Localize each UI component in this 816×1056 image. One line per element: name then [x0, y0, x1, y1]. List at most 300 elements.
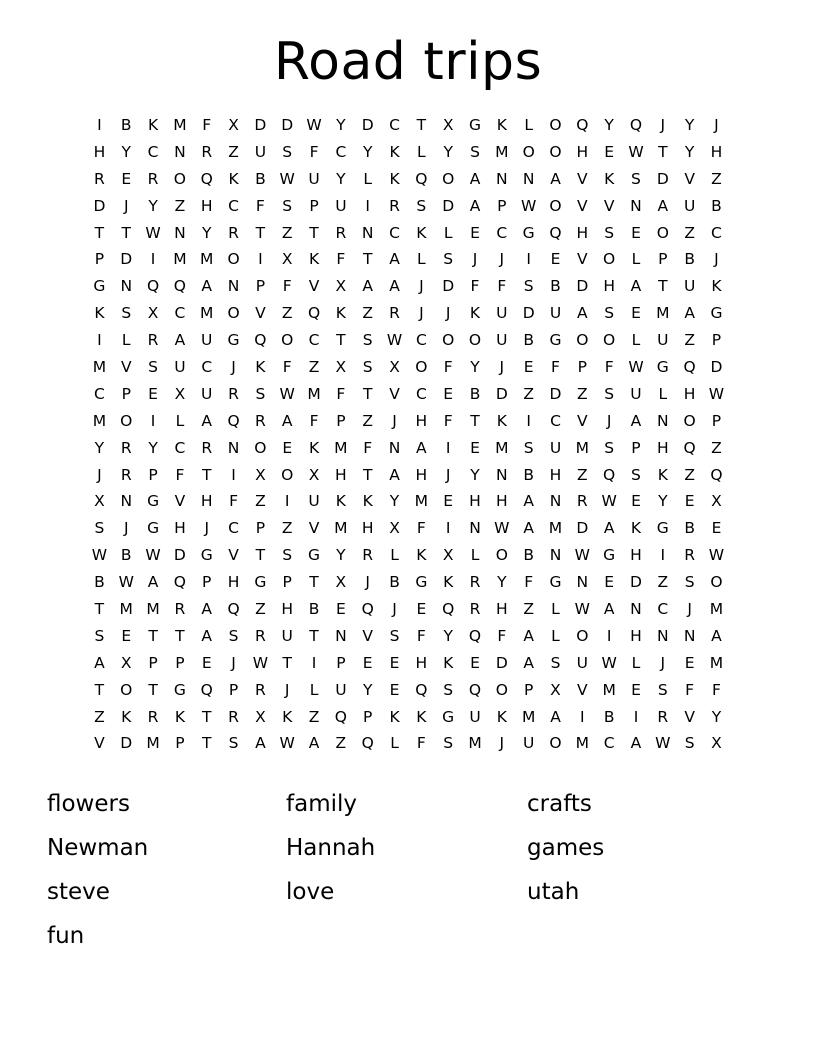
grid-cell[interactable]: Q: [549, 223, 562, 242]
grid-cell[interactable]: Y: [121, 142, 131, 161]
grid-cell[interactable]: B: [94, 573, 105, 592]
grid-cell[interactable]: A: [711, 626, 722, 645]
grid-cell[interactable]: F: [229, 492, 239, 511]
grid-cell[interactable]: Z: [684, 465, 695, 484]
grid-cell[interactable]: I: [445, 438, 451, 457]
grid-cell[interactable]: G: [173, 680, 186, 699]
grid-cell[interactable]: Z: [281, 304, 293, 323]
grid-cell[interactable]: L: [631, 331, 641, 350]
grid-cell[interactable]: B: [684, 519, 695, 538]
grid-cell[interactable]: M: [92, 411, 107, 430]
grid-cell[interactable]: Q: [468, 680, 482, 699]
grid-cell[interactable]: M: [495, 142, 509, 161]
grid-cell[interactable]: D: [173, 546, 186, 565]
grid-cell[interactable]: Q: [227, 411, 240, 430]
grid-cell[interactable]: H: [549, 465, 562, 484]
grid-cell[interactable]: X: [442, 546, 454, 565]
grid-cell[interactable]: A: [603, 600, 615, 619]
grid-cell[interactable]: R: [147, 169, 159, 188]
grid-cell[interactable]: Q: [146, 277, 160, 296]
grid-cell[interactable]: R: [120, 465, 132, 484]
grid-cell[interactable]: E: [684, 653, 695, 672]
grid-cell[interactable]: A: [201, 277, 213, 296]
grid-cell[interactable]: T: [175, 626, 185, 645]
grid-cell[interactable]: H: [415, 653, 428, 672]
grid-cell[interactable]: P: [336, 653, 346, 672]
grid-cell[interactable]: V: [94, 734, 105, 753]
grid-cell[interactable]: T: [201, 465, 212, 484]
grid-cell[interactable]: Y: [497, 573, 507, 592]
grid-cell[interactable]: O: [656, 223, 669, 242]
grid-cell[interactable]: S: [94, 626, 105, 645]
grid-cell[interactable]: Z: [684, 223, 695, 242]
grid-cell[interactable]: H: [603, 277, 615, 296]
grid-cell[interactable]: N: [630, 600, 642, 619]
grid-cell[interactable]: S: [604, 384, 615, 403]
grid-cell[interactable]: E: [470, 653, 480, 672]
grid-cell[interactable]: W: [708, 546, 725, 565]
grid-cell[interactable]: N: [120, 277, 133, 296]
grid-cell[interactable]: K: [389, 142, 400, 161]
grid-cell[interactable]: V: [308, 519, 320, 538]
grid-cell[interactable]: J: [499, 734, 505, 753]
grid-cell[interactable]: O: [603, 250, 616, 269]
grid-cell[interactable]: E: [335, 600, 346, 619]
grid-cell[interactable]: J: [204, 519, 210, 538]
grid-cell[interactable]: X: [711, 734, 722, 753]
grid-cell[interactable]: D: [442, 196, 455, 215]
grid-cell[interactable]: R: [389, 304, 400, 323]
grid-cell[interactable]: K: [335, 492, 346, 511]
grid-cell[interactable]: C: [174, 438, 186, 457]
grid-cell[interactable]: S: [684, 573, 695, 592]
grid-cell[interactable]: K: [389, 169, 400, 188]
grid-cell[interactable]: P: [255, 277, 266, 296]
grid-cell[interactable]: U: [630, 384, 642, 403]
grid-cell[interactable]: Q: [683, 438, 696, 457]
grid-cell[interactable]: F: [497, 277, 507, 296]
grid-cell[interactable]: M: [468, 734, 482, 753]
grid-cell[interactable]: T: [255, 546, 266, 565]
grid-cell[interactable]: X: [120, 653, 132, 672]
grid-cell[interactable]: M: [414, 492, 429, 511]
grid-cell[interactable]: Z: [711, 169, 722, 188]
grid-cell[interactable]: A: [550, 169, 561, 188]
grid-cell[interactable]: T: [148, 626, 158, 645]
grid-cell[interactable]: H: [361, 519, 374, 538]
grid-cell[interactable]: B: [120, 116, 132, 134]
grid-cell[interactable]: L: [551, 626, 560, 645]
grid-cell[interactable]: F: [282, 358, 292, 377]
word-list-item[interactable]: family: [286, 791, 357, 817]
grid-cell[interactable]: Y: [470, 358, 480, 377]
grid-cell[interactable]: K: [228, 169, 239, 188]
grid-cell[interactable]: L: [470, 546, 480, 565]
grid-cell[interactable]: G: [710, 304, 723, 323]
grid-cell[interactable]: Q: [307, 304, 321, 323]
grid-cell[interactable]: J: [445, 465, 451, 484]
grid-cell[interactable]: K: [496, 707, 507, 726]
grid-cell[interactable]: O: [710, 573, 723, 592]
grid-cell[interactable]: B: [684, 250, 695, 269]
grid-cell[interactable]: V: [389, 384, 400, 403]
grid-cell[interactable]: T: [309, 626, 319, 645]
grid-cell[interactable]: S: [523, 277, 534, 296]
grid-cell[interactable]: S: [604, 223, 615, 242]
grid-cell[interactable]: A: [362, 277, 373, 296]
grid-cell[interactable]: D: [656, 169, 669, 188]
grid-cell[interactable]: Z: [577, 384, 588, 403]
grid-cell[interactable]: T: [362, 384, 373, 403]
grid-cell[interactable]: O: [173, 169, 186, 188]
grid-cell[interactable]: D: [522, 304, 535, 323]
grid-cell[interactable]: K: [362, 492, 373, 511]
grid-cell[interactable]: A: [201, 411, 213, 430]
grid-cell[interactable]: R: [335, 223, 347, 242]
grid-cell[interactable]: A: [389, 250, 400, 269]
grid-cell[interactable]: Z: [308, 707, 320, 726]
grid-cell[interactable]: M: [146, 600, 160, 619]
grid-cell[interactable]: E: [362, 653, 373, 672]
grid-cell[interactable]: D: [576, 519, 589, 538]
grid-cell[interactable]: P: [363, 707, 373, 726]
grid-cell[interactable]: H: [576, 142, 589, 161]
grid-cell[interactable]: J: [392, 600, 397, 619]
grid-cell[interactable]: Y: [443, 626, 453, 645]
grid-cell[interactable]: Q: [629, 116, 643, 134]
grid-cell[interactable]: R: [147, 331, 159, 350]
grid-cell[interactable]: A: [577, 304, 588, 323]
grid-cell[interactable]: G: [656, 519, 669, 538]
word-list-item[interactable]: Hannah: [286, 835, 376, 861]
grid-cell[interactable]: H: [174, 519, 186, 538]
grid-cell[interactable]: Z: [228, 142, 239, 161]
grid-cell[interactable]: S: [550, 653, 561, 672]
grid-cell[interactable]: H: [415, 465, 428, 484]
grid-cell[interactable]: M: [602, 680, 616, 699]
grid-cell[interactable]: Q: [603, 465, 616, 484]
grid-cell[interactable]: N: [227, 438, 240, 457]
grid-cell[interactable]: T: [94, 600, 105, 619]
grid-cell[interactable]: E: [684, 492, 695, 511]
grid-cell[interactable]: Y: [470, 465, 480, 484]
grid-cell[interactable]: P: [631, 438, 641, 457]
grid-cell[interactable]: H: [576, 223, 589, 242]
grid-cell[interactable]: C: [711, 223, 722, 242]
grid-cell[interactable]: U: [469, 707, 481, 726]
grid-cell[interactable]: E: [631, 492, 641, 511]
word-list-item[interactable]: crafts: [527, 791, 592, 817]
grid-cell[interactable]: A: [684, 304, 695, 323]
grid-cell[interactable]: G: [200, 546, 213, 565]
grid-cell[interactable]: U: [308, 169, 320, 188]
grid-cell[interactable]: E: [443, 384, 454, 403]
grid-cell[interactable]: B: [389, 573, 400, 592]
grid-cell[interactable]: N: [549, 492, 562, 511]
grid-cell[interactable]: A: [630, 411, 642, 430]
grid-cell[interactable]: Q: [200, 680, 213, 699]
grid-cell[interactable]: W: [279, 169, 295, 188]
grid-cell[interactable]: C: [550, 411, 561, 430]
word-list-item[interactable]: fun: [47, 923, 85, 949]
word-list-item[interactable]: games: [527, 835, 605, 861]
grid-cell[interactable]: O: [549, 196, 562, 215]
grid-cell[interactable]: X: [711, 492, 722, 511]
grid-cell[interactable]: M: [119, 600, 133, 619]
grid-cell[interactable]: I: [311, 653, 317, 672]
grid-cell[interactable]: P: [94, 250, 105, 269]
grid-cell[interactable]: T: [121, 223, 131, 242]
grid-cell[interactable]: Q: [415, 169, 428, 188]
grid-cell[interactable]: E: [523, 358, 534, 377]
grid-cell[interactable]: U: [549, 438, 562, 457]
grid-cell[interactable]: Z: [281, 223, 293, 242]
grid-cell[interactable]: K: [389, 707, 400, 726]
grid-cell[interactable]: H: [93, 142, 106, 161]
grid-cell[interactable]: P: [175, 734, 185, 753]
grid-cell[interactable]: T: [658, 142, 668, 161]
grid-cell[interactable]: S: [416, 196, 427, 215]
grid-cell[interactable]: Q: [254, 331, 267, 350]
grid-cell[interactable]: H: [469, 492, 481, 511]
grid-cell[interactable]: O: [442, 169, 455, 188]
grid-cell[interactable]: H: [227, 573, 240, 592]
grid-cell[interactable]: K: [604, 169, 615, 188]
grid-cell[interactable]: P: [336, 411, 346, 430]
grid-cell[interactable]: O: [281, 331, 294, 350]
grid-cell[interactable]: R: [228, 223, 239, 242]
grid-cell[interactable]: X: [335, 277, 347, 296]
grid-cell[interactable]: N: [174, 223, 186, 242]
grid-cell[interactable]: E: [148, 384, 158, 403]
grid-cell[interactable]: K: [121, 707, 132, 726]
grid-cell[interactable]: S: [228, 734, 239, 753]
grid-cell[interactable]: M: [709, 653, 724, 672]
grid-cell[interactable]: Y: [336, 116, 346, 134]
grid-cell[interactable]: C: [147, 142, 159, 161]
grid-cell[interactable]: E: [604, 573, 615, 592]
grid-cell[interactable]: G: [603, 546, 616, 565]
grid-cell[interactable]: U: [174, 358, 186, 377]
grid-cell[interactable]: A: [657, 196, 669, 215]
grid-cell[interactable]: K: [147, 116, 159, 134]
grid-cell[interactable]: D: [120, 250, 133, 269]
grid-cell[interactable]: C: [308, 331, 320, 350]
grid-cell[interactable]: X: [94, 492, 105, 511]
grid-cell[interactable]: Y: [684, 142, 695, 161]
grid-cell[interactable]: N: [683, 626, 696, 645]
grid-cell[interactable]: O: [415, 358, 428, 377]
grid-cell[interactable]: J: [499, 358, 505, 377]
grid-cell[interactable]: T: [94, 223, 105, 242]
grid-cell[interactable]: N: [522, 169, 535, 188]
grid-cell[interactable]: W: [521, 196, 537, 215]
grid-cell[interactable]: M: [575, 734, 589, 753]
grid-cell[interactable]: M: [200, 304, 214, 323]
grid-cell[interactable]: S: [684, 734, 695, 753]
grid-cell[interactable]: Q: [173, 277, 186, 296]
grid-cell[interactable]: M: [200, 250, 214, 269]
grid-cell[interactable]: S: [604, 304, 615, 323]
grid-cell[interactable]: D: [361, 116, 374, 134]
grid-cell[interactable]: Z: [255, 492, 266, 511]
grid-cell[interactable]: G: [549, 331, 562, 350]
grid-cell[interactable]: Z: [94, 707, 105, 726]
grid-cell[interactable]: N: [227, 277, 240, 296]
word-list-item[interactable]: love: [286, 879, 335, 905]
grid-cell[interactable]: H: [200, 196, 213, 215]
grid-cell[interactable]: Y: [336, 169, 346, 188]
grid-cell[interactable]: E: [550, 250, 561, 269]
grid-cell[interactable]: M: [575, 438, 589, 457]
grid-cell[interactable]: W: [628, 142, 644, 161]
grid-cell[interactable]: H: [630, 546, 642, 565]
grid-cell[interactable]: W: [601, 492, 617, 511]
grid-cell[interactable]: M: [548, 519, 563, 538]
grid-cell[interactable]: A: [94, 653, 105, 672]
grid-cell[interactable]: U: [576, 653, 588, 672]
grid-cell[interactable]: M: [173, 116, 187, 134]
grid-cell[interactable]: U: [496, 304, 508, 323]
grid-cell[interactable]: U: [254, 142, 267, 161]
grid-cell[interactable]: T: [201, 734, 212, 753]
grid-cell[interactable]: R: [254, 411, 266, 430]
grid-cell[interactable]: F: [175, 465, 185, 484]
grid-cell[interactable]: J: [419, 277, 424, 296]
grid-cell[interactable]: P: [523, 680, 534, 699]
grid-cell[interactable]: N: [549, 546, 562, 565]
grid-cell[interactable]: I: [580, 707, 585, 726]
grid-cell[interactable]: K: [416, 546, 427, 565]
grid-cell[interactable]: Z: [255, 600, 266, 619]
grid-cell[interactable]: X: [335, 358, 347, 377]
grid-cell[interactable]: B: [523, 546, 534, 565]
grid-cell[interactable]: B: [255, 169, 266, 188]
grid-cell[interactable]: Z: [362, 411, 373, 430]
grid-cell[interactable]: O: [683, 411, 696, 430]
grid-cell[interactable]: V: [174, 492, 186, 511]
grid-cell[interactable]: W: [145, 546, 161, 565]
grid-cell[interactable]: K: [255, 358, 266, 377]
grid-cell[interactable]: R: [684, 546, 696, 565]
grid-cell[interactable]: T: [470, 411, 480, 430]
grid-cell[interactable]: G: [415, 573, 428, 592]
grid-cell[interactable]: W: [708, 384, 725, 403]
grid-cell[interactable]: B: [711, 196, 722, 215]
grid-cell[interactable]: D: [254, 116, 267, 134]
grid-cell[interactable]: O: [576, 626, 589, 645]
grid-cell[interactable]: C: [228, 519, 239, 538]
grid-cell[interactable]: R: [174, 600, 186, 619]
grid-cell[interactable]: W: [574, 600, 590, 619]
grid-cell[interactable]: E: [389, 680, 400, 699]
grid-cell[interactable]: W: [252, 653, 269, 672]
grid-cell[interactable]: K: [496, 411, 507, 430]
grid-cell[interactable]: L: [363, 169, 373, 188]
grid-cell[interactable]: Q: [173, 573, 186, 592]
grid-cell[interactable]: L: [524, 116, 533, 134]
grid-cell[interactable]: O: [603, 331, 616, 350]
grid-cell[interactable]: N: [361, 223, 374, 242]
grid-cell[interactable]: N: [496, 169, 508, 188]
grid-cell[interactable]: D: [495, 653, 508, 672]
grid-cell[interactable]: S: [657, 680, 668, 699]
grid-cell[interactable]: E: [282, 438, 293, 457]
grid-cell[interactable]: U: [496, 331, 508, 350]
grid-cell[interactable]: T: [336, 331, 346, 350]
grid-cell[interactable]: I: [258, 250, 263, 269]
grid-cell[interactable]: F: [443, 358, 453, 377]
grid-cell[interactable]: D: [442, 277, 455, 296]
grid-cell[interactable]: M: [334, 519, 348, 538]
grid-cell[interactable]: Y: [362, 680, 373, 699]
grid-cell[interactable]: A: [174, 331, 186, 350]
grid-cell[interactable]: H: [496, 600, 508, 619]
grid-cell[interactable]: X: [228, 116, 239, 134]
grid-cell[interactable]: K: [308, 438, 320, 457]
grid-cell[interactable]: A: [523, 519, 534, 538]
grid-cell[interactable]: O: [549, 142, 562, 161]
grid-cell[interactable]: R: [576, 492, 588, 511]
grid-cell[interactable]: V: [308, 277, 320, 296]
grid-cell[interactable]: K: [443, 573, 454, 592]
grid-cell[interactable]: J: [660, 116, 666, 134]
grid-cell[interactable]: I: [526, 411, 531, 430]
grid-cell[interactable]: T: [309, 223, 319, 242]
grid-cell[interactable]: U: [683, 277, 696, 296]
grid-cell[interactable]: G: [522, 223, 535, 242]
grid-cell[interactable]: G: [227, 331, 240, 350]
grid-cell[interactable]: J: [365, 573, 370, 592]
grid-cell[interactable]: V: [120, 358, 132, 377]
grid-cell[interactable]: D: [710, 358, 723, 377]
grid-cell[interactable]: M: [173, 250, 187, 269]
grid-cell[interactable]: E: [631, 304, 641, 323]
grid-cell[interactable]: X: [389, 358, 400, 377]
grid-cell[interactable]: K: [416, 223, 427, 242]
grid-cell[interactable]: E: [416, 600, 427, 619]
grid-cell[interactable]: O: [120, 411, 133, 430]
word-list-item[interactable]: utah: [527, 879, 580, 905]
grid-cell[interactable]: S: [282, 142, 293, 161]
grid-cell[interactable]: K: [308, 250, 320, 269]
grid-cell[interactable]: V: [577, 411, 588, 430]
grid-cell[interactable]: C: [201, 358, 213, 377]
grid-cell[interactable]: V: [684, 707, 695, 726]
grid-cell[interactable]: W: [91, 546, 108, 565]
grid-cell[interactable]: K: [711, 277, 722, 296]
grid-cell[interactable]: M: [92, 358, 107, 377]
grid-cell[interactable]: U: [683, 196, 696, 215]
grid-cell[interactable]: E: [631, 680, 641, 699]
grid-cell[interactable]: N: [388, 438, 401, 457]
grid-cell[interactable]: R: [201, 142, 213, 161]
grid-cell[interactable]: H: [630, 626, 642, 645]
grid-cell[interactable]: H: [683, 384, 696, 403]
grid-cell[interactable]: S: [228, 626, 239, 645]
grid-cell[interactable]: W: [279, 384, 295, 403]
grid-cell[interactable]: A: [469, 169, 481, 188]
grid-cell[interactable]: L: [417, 250, 426, 269]
grid-cell[interactable]: F: [309, 142, 319, 161]
grid-cell[interactable]: L: [551, 600, 560, 619]
grid-cell[interactable]: P: [121, 384, 131, 403]
grid-cell[interactable]: M: [709, 600, 724, 619]
grid-cell[interactable]: T: [416, 116, 427, 134]
grid-cell[interactable]: O: [495, 680, 508, 699]
grid-cell[interactable]: A: [603, 519, 615, 538]
grid-cell[interactable]: R: [201, 438, 213, 457]
